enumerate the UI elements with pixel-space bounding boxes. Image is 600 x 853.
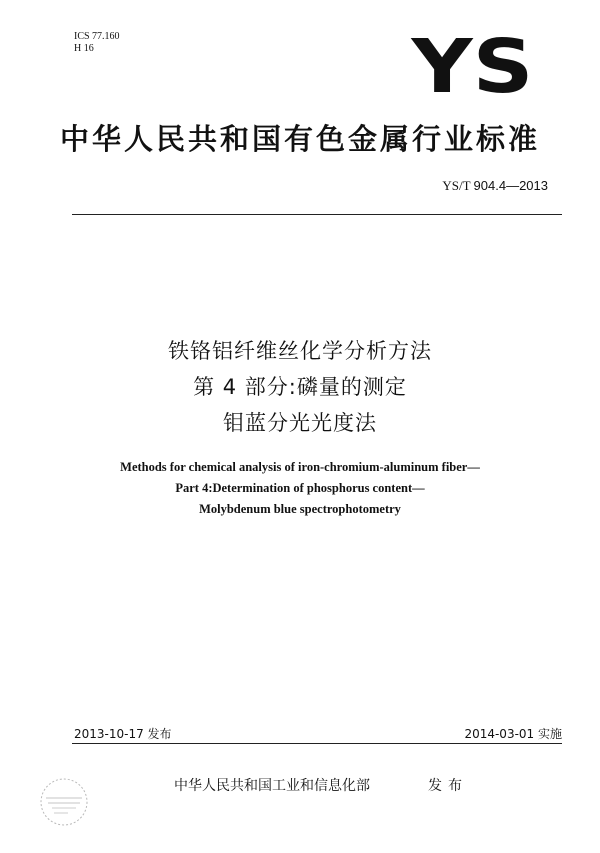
issue-date: 2013-10-17 发布 <box>74 727 172 741</box>
implementation-date: 2014-03-01 实施 <box>464 727 562 741</box>
ys-logo-text: YS <box>410 35 534 95</box>
standard-number-value: 904.4—2013 <box>473 178 548 193</box>
en-title-line-3: Molybdenum blue spectrophotometry <box>199 502 401 516</box>
en-title-line-1: Methods for chemical analysis of iron-chromium-aluminum fiber— <box>120 460 480 474</box>
ys-logo <box>410 35 535 95</box>
standard-number <box>442 178 548 194</box>
distributor-stamp-icon <box>38 776 90 828</box>
cn-title-line-1: 铁铬铝纤维丝化学分析方法 <box>168 339 432 363</box>
classification-codes <box>74 31 120 55</box>
standard-category-title: 中华人民共和国有色金属行业标准 <box>59 122 540 156</box>
bottom-divider <box>72 743 562 744</box>
cn-title-line-2: 第 4 部分:磷量的测定 <box>193 375 407 399</box>
ccs-code: H 16 <box>74 43 94 54</box>
publish-label: 发布 <box>428 778 468 794</box>
ics-code: ICS 77.160 <box>74 31 120 42</box>
cn-title-line-3: 钼蓝分光光度法 <box>223 411 377 435</box>
standard-number-prefix: YS/T <box>442 178 471 193</box>
en-title-line-2: Part 4:Determination of phosphorus content— <box>175 481 425 495</box>
top-divider <box>72 214 562 215</box>
publisher-name: 中华人民共和国工业和信息化部 <box>174 778 370 794</box>
